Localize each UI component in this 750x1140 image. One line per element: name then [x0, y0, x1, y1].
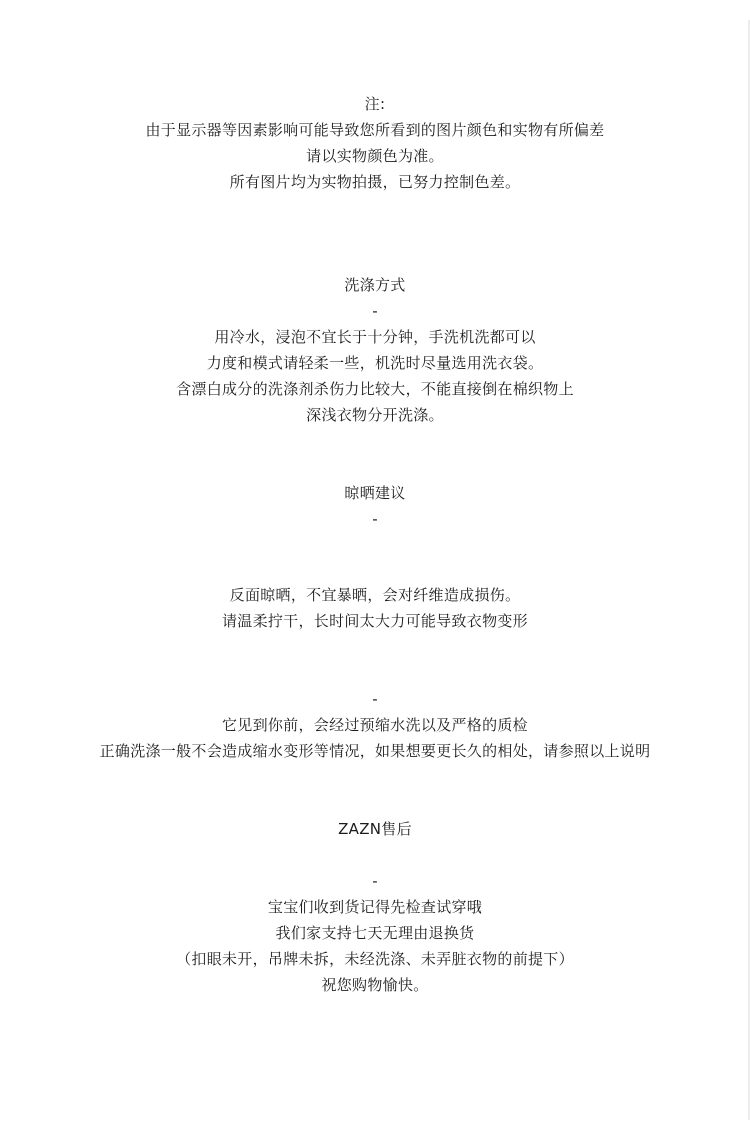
- note-heading: 注:: [364, 95, 386, 113]
- after-sales-line-4: 祝您购物愉快。: [321, 976, 429, 994]
- washing-line-2: 力度和模式请轻柔一些，机洗时尽量选用洗衣袋。: [206, 354, 544, 372]
- washing-dash: -: [372, 302, 378, 320]
- drying-line-1: 反面晾晒，不宜暴晒，会对纤维造成损伤。: [229, 586, 521, 604]
- washing-line-1: 用冷水，浸泡不宜长于十分钟，手洗机洗都可以: [214, 328, 536, 346]
- drying-dash: -: [372, 510, 378, 528]
- washing-title: 洗涤方式: [344, 276, 406, 294]
- quality-line-2: 正确洗涤一般不会造成缩水变形等情况，如果想要更长久的相处，请参照以上说明: [99, 742, 651, 760]
- after-sales-line-2: 我们家支持七天无理由退换货: [275, 924, 475, 942]
- quality-line-1: 它见到你前，会经过预缩水洗以及严格的质检: [221, 716, 528, 734]
- after-sales-title: ZAZN售后: [338, 820, 412, 838]
- note-line-2: 请以实物颜色为准。: [306, 147, 444, 165]
- washing-line-4: 深浅衣物分开洗涤。: [306, 406, 444, 424]
- after-sales-line-3: （扣眼未开，吊牌未拆，未经洗涤、未弄脏衣物的前提下）: [176, 950, 574, 968]
- note-line-3: 所有图片均为实物拍摄，已努力控制色差。: [229, 173, 521, 191]
- drying-line-2: 请温柔拧干，长时间太大力可能导致衣物变形: [221, 612, 528, 630]
- note-line-1: 由于显示器等因素影响可能导致您所看到的图片颜色和实物有所偏差: [145, 121, 605, 139]
- washing-line-3: 含漂白成分的洗涤剂杀伤力比较大，不能直接倒在棉织物上: [176, 380, 574, 398]
- quality-dash: -: [372, 690, 378, 708]
- after-sales-line-1: 宝宝们收到货记得先检查试穿哦: [267, 898, 483, 916]
- drying-title: 晾晒建议: [344, 484, 406, 502]
- after-sales-dash: -: [372, 872, 378, 890]
